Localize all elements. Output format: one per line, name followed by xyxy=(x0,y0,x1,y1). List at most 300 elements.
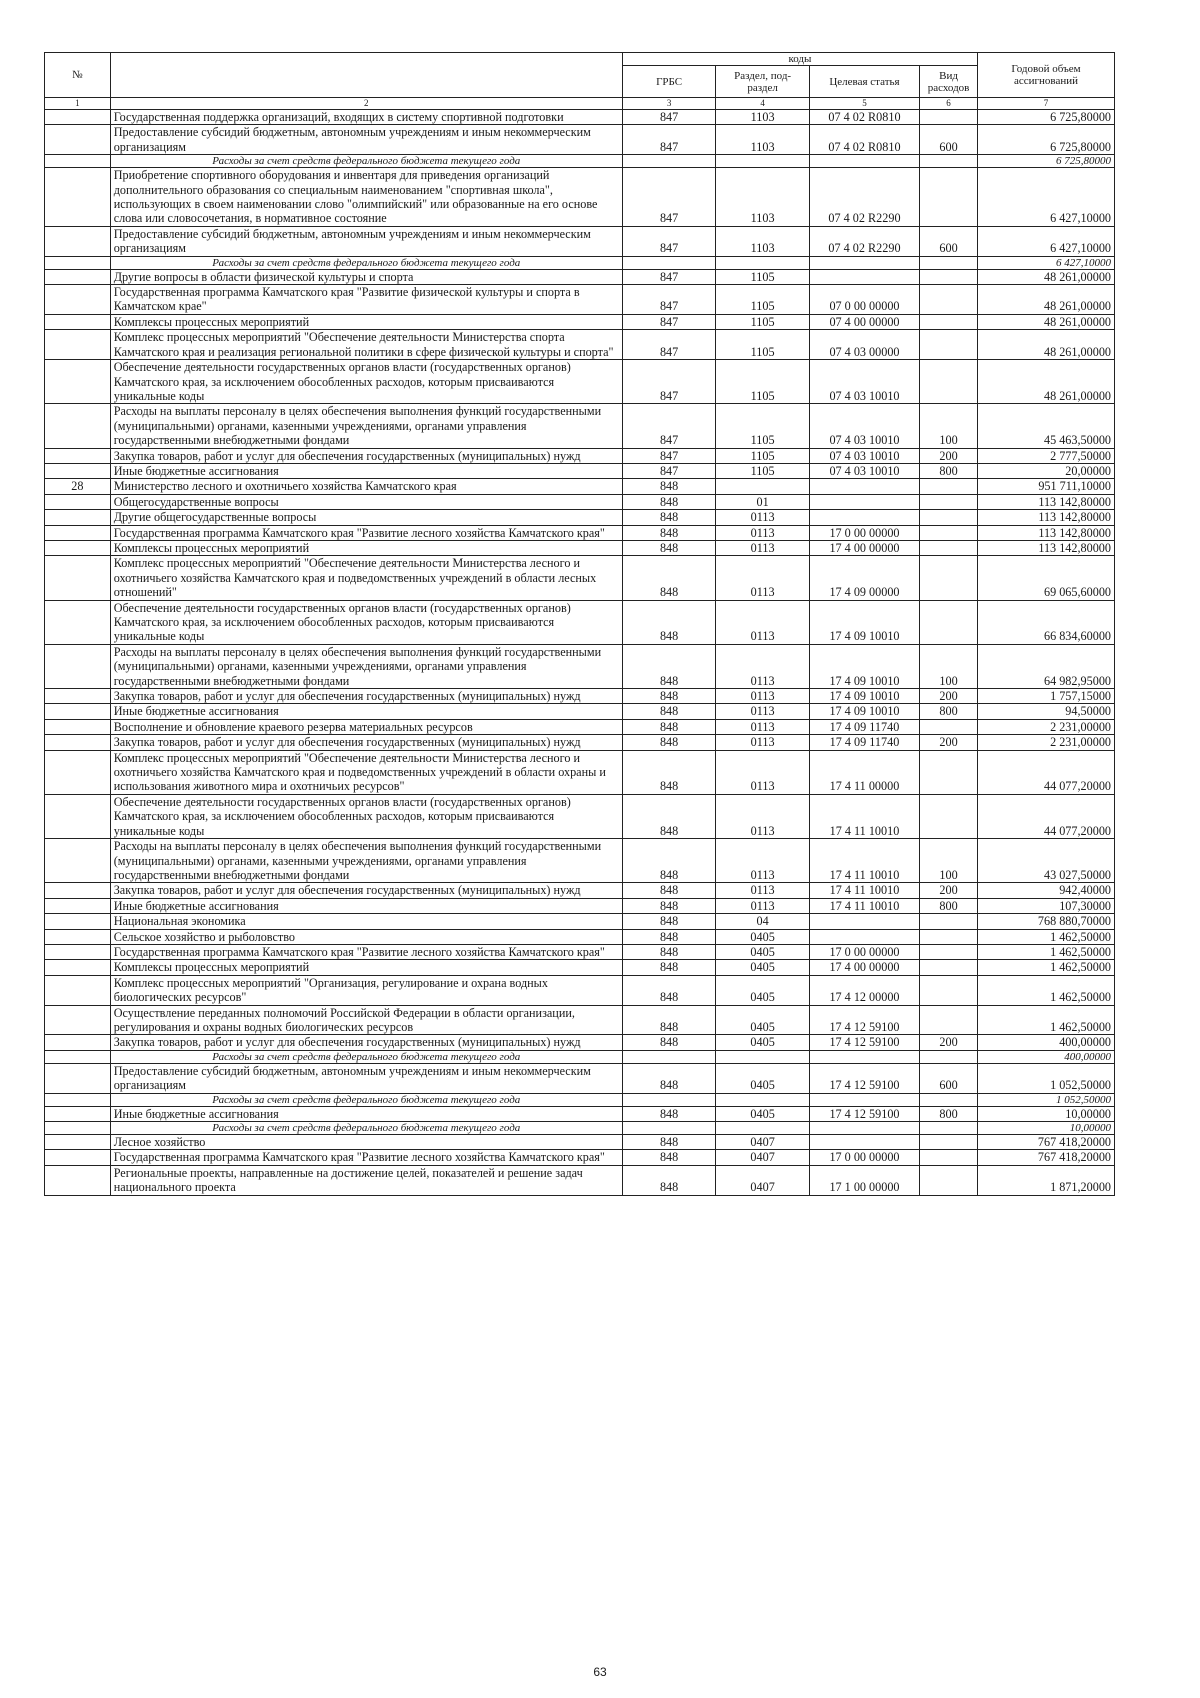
row-name: Расходы на выплаты персоналу в целях обеспечения выполнения функций государственными (муниципальными) органами, казенными учреждениями, органами управления государственными внебюджетными фондами xyxy=(110,839,622,883)
row-grbs: 848 xyxy=(622,1005,716,1035)
row-grbs: 847 xyxy=(622,168,716,227)
row-celevaya: 17 4 11 10010 xyxy=(809,898,919,913)
table-row xyxy=(45,600,1115,644)
row-vid: 100 xyxy=(920,839,978,883)
row-name: Другие вопросы в области физической культуры и спорта xyxy=(110,269,622,284)
row-name: Закупка товаров, работ и услуг для обеспечения государственных (муниципальных) нужд xyxy=(110,883,622,898)
table-row xyxy=(45,719,1115,734)
row-name: Приобретение спортивного оборудования и инвентаря для приведения организаций дополнительного образования со специальным наименованием "спортивная школа", использующих в своем наименовании слово "олимпийский" или образованные на его основе слова или словосочетания, в нормативное состояние xyxy=(110,168,622,227)
row-grbs: 847 xyxy=(622,330,716,360)
table-row xyxy=(45,525,1115,540)
row-vid xyxy=(920,525,978,540)
row-sum: 48 261,00000 xyxy=(978,314,1115,329)
header-grbs: ГРБС xyxy=(622,66,716,98)
row-grbs: 848 xyxy=(622,494,716,509)
row-sum: 10,00000 xyxy=(978,1106,1115,1121)
row-vid: 100 xyxy=(920,404,978,448)
col-number: 3 xyxy=(622,98,716,110)
row-vid: 200 xyxy=(920,689,978,704)
row-grbs: 847 xyxy=(622,269,716,284)
row-celevaya xyxy=(809,914,919,929)
row-celevaya: 17 4 09 10010 xyxy=(809,644,919,688)
row-celevaya: 17 4 12 59100 xyxy=(809,1005,919,1035)
row-number xyxy=(45,1063,111,1093)
row-razdel: 0405 xyxy=(716,960,810,975)
row-vid xyxy=(920,256,978,269)
row-grbs: 848 xyxy=(622,556,716,600)
row-sum: 2 231,00000 xyxy=(978,735,1115,750)
row-name: Расходы за счет средств федерального бюджета текущего года xyxy=(110,256,622,269)
row-number xyxy=(45,540,111,555)
row-sum: 113 142,80000 xyxy=(978,525,1115,540)
row-sum: 6 427,10000 xyxy=(978,226,1115,256)
row-razdel: 0113 xyxy=(716,600,810,644)
header-obem: Годовой объем ассигнований xyxy=(978,53,1115,98)
table-row-note xyxy=(45,256,1115,269)
row-razdel: 0113 xyxy=(716,689,810,704)
row-sum: 6 725,80000 xyxy=(978,110,1115,125)
row-vid xyxy=(920,330,978,360)
table-row xyxy=(45,404,1115,448)
row-sum: 942,40000 xyxy=(978,883,1115,898)
row-number xyxy=(45,735,111,750)
row-grbs xyxy=(622,1122,716,1135)
row-grbs: 848 xyxy=(622,929,716,944)
row-number xyxy=(45,448,111,463)
row-razdel xyxy=(716,1093,810,1106)
row-grbs: 848 xyxy=(622,704,716,719)
row-vid xyxy=(920,479,978,494)
table-row xyxy=(45,479,1115,494)
table-row xyxy=(45,1063,1115,1093)
row-number xyxy=(45,1106,111,1121)
row-number xyxy=(45,1005,111,1035)
row-vid xyxy=(920,600,978,644)
row-celevaya: 17 4 11 10010 xyxy=(809,794,919,838)
row-razdel: 0113 xyxy=(716,898,810,913)
row-name: Обеспечение деятельности государственных органов власти (государственных органов) Камчатского края, за исключением обособленных расходов, которым присваиваются уникальные коды xyxy=(110,794,622,838)
row-grbs: 848 xyxy=(622,1135,716,1150)
table-row xyxy=(45,750,1115,794)
row-razdel: 1103 xyxy=(716,168,810,227)
col-number: 4 xyxy=(716,98,810,110)
row-vid xyxy=(920,750,978,794)
row-grbs: 848 xyxy=(622,839,716,883)
table-row xyxy=(45,929,1115,944)
table-row xyxy=(45,839,1115,883)
row-number xyxy=(45,110,111,125)
row-number xyxy=(45,1165,111,1195)
row-razdel: 0113 xyxy=(716,883,810,898)
row-name: Восполнение и обновление краевого резерва материальных ресурсов xyxy=(110,719,622,734)
row-number xyxy=(45,269,111,284)
row-grbs: 847 xyxy=(622,360,716,404)
row-sum: 6 427,10000 xyxy=(978,168,1115,227)
row-razdel: 0407 xyxy=(716,1150,810,1165)
row-razdel xyxy=(716,1050,810,1063)
row-sum: 1 757,15000 xyxy=(978,689,1115,704)
row-number xyxy=(45,463,111,478)
row-grbs: 848 xyxy=(622,735,716,750)
row-number xyxy=(45,1150,111,1165)
row-vid xyxy=(920,1093,978,1106)
row-number xyxy=(45,689,111,704)
table-row xyxy=(45,285,1115,315)
table-row xyxy=(45,704,1115,719)
row-sum: 64 982,95000 xyxy=(978,644,1115,688)
table-row xyxy=(45,883,1115,898)
row-razdel: 1103 xyxy=(716,226,810,256)
row-razdel: 1105 xyxy=(716,360,810,404)
row-grbs: 848 xyxy=(622,479,716,494)
row-sum: 113 142,80000 xyxy=(978,510,1115,525)
row-sum: 400,00000 xyxy=(978,1050,1115,1063)
row-razdel: 0113 xyxy=(716,719,810,734)
table-row xyxy=(45,448,1115,463)
row-grbs: 848 xyxy=(622,644,716,688)
row-grbs: 847 xyxy=(622,314,716,329)
row-razdel: 0113 xyxy=(716,735,810,750)
row-name: Иные бюджетные ассигнования xyxy=(110,1106,622,1121)
row-name: Расходы за счет средств федерального бюджета текущего года xyxy=(110,1093,622,1106)
row-grbs: 848 xyxy=(622,975,716,1005)
row-vid: 600 xyxy=(920,1063,978,1093)
row-celevaya: 17 4 00 00000 xyxy=(809,540,919,555)
row-grbs xyxy=(622,155,716,168)
row-vid xyxy=(920,975,978,1005)
row-vid xyxy=(920,1122,978,1135)
row-grbs: 848 xyxy=(622,898,716,913)
row-sum: 2 231,00000 xyxy=(978,719,1115,734)
row-celevaya: 07 4 02 R0810 xyxy=(809,110,919,125)
row-razdel: 0405 xyxy=(716,929,810,944)
row-number xyxy=(45,360,111,404)
row-razdel: 1105 xyxy=(716,330,810,360)
row-number xyxy=(45,314,111,329)
row-name: Сельское хозяйство и рыболовство xyxy=(110,929,622,944)
row-sum: 951 711,10000 xyxy=(978,479,1115,494)
row-razdel: 0113 xyxy=(716,644,810,688)
row-vid xyxy=(920,1165,978,1195)
row-celevaya: 17 4 12 00000 xyxy=(809,975,919,1005)
table-row xyxy=(45,360,1115,404)
row-grbs: 848 xyxy=(622,944,716,959)
row-grbs: 847 xyxy=(622,448,716,463)
row-grbs: 848 xyxy=(622,794,716,838)
row-celevaya: 17 4 12 59100 xyxy=(809,1035,919,1050)
row-vid xyxy=(920,794,978,838)
row-sum: 48 261,00000 xyxy=(978,285,1115,315)
row-number xyxy=(45,1050,111,1063)
row-name: Государственная программа Камчатского края "Развитие лесного хозяйства Камчатского края" xyxy=(110,1150,622,1165)
row-vid xyxy=(920,719,978,734)
row-vid: 800 xyxy=(920,704,978,719)
row-number xyxy=(45,525,111,540)
row-sum: 48 261,00000 xyxy=(978,269,1115,284)
table-row xyxy=(45,975,1115,1005)
row-number xyxy=(45,1093,111,1106)
row-razdel: 1105 xyxy=(716,314,810,329)
row-razdel: 0407 xyxy=(716,1165,810,1195)
row-razdel: 0405 xyxy=(716,944,810,959)
col-number: 5 xyxy=(809,98,919,110)
row-sum: 767 418,20000 xyxy=(978,1150,1115,1165)
row-number xyxy=(45,1035,111,1050)
row-number xyxy=(45,285,111,315)
table-row-note xyxy=(45,1093,1115,1106)
table-row xyxy=(45,944,1115,959)
table-row xyxy=(45,125,1115,155)
row-celevaya: 17 4 12 59100 xyxy=(809,1106,919,1121)
row-name: Комплекс процессных мероприятий "Обеспечение деятельности Министерства спорта Камчатского края и реализация региональной политики в сфере физической культуры и спорта" xyxy=(110,330,622,360)
row-number xyxy=(45,1122,111,1135)
row-name: Закупка товаров, работ и услуг для обеспечения государственных (муниципальных) нужд xyxy=(110,1035,622,1050)
table-row xyxy=(45,314,1115,329)
row-razdel: 0407 xyxy=(716,1135,810,1150)
row-number xyxy=(45,644,111,688)
row-vid: 600 xyxy=(920,226,978,256)
row-vid: 100 xyxy=(920,644,978,688)
row-name: Предоставление субсидий бюджетным, автономным учреждениям и иным некоммерческим организациям xyxy=(110,125,622,155)
row-vid: 200 xyxy=(920,1035,978,1050)
row-grbs: 848 xyxy=(622,1035,716,1050)
row-razdel: 04 xyxy=(716,914,810,929)
row-celevaya xyxy=(809,1093,919,1106)
row-razdel: 0113 xyxy=(716,839,810,883)
row-vid: 200 xyxy=(920,448,978,463)
row-name: Обеспечение деятельности государственных органов власти (государственных органов) Камчатского края, за исключением обособленных расходов, которым присваиваются уникальные коды xyxy=(110,600,622,644)
row-number xyxy=(45,494,111,509)
row-razdel: 0405 xyxy=(716,1005,810,1035)
row-celevaya: 07 4 03 00000 xyxy=(809,330,919,360)
row-grbs: 848 xyxy=(622,883,716,898)
table-row xyxy=(45,914,1115,929)
table-row xyxy=(45,110,1115,125)
row-vid xyxy=(920,1050,978,1063)
row-number xyxy=(45,883,111,898)
row-name: Комплекс процессных мероприятий "Обеспечение деятельности Министерства лесного и охотничьего хозяйства Камчатского края и подведомственных учреждений в области лесных отношений" xyxy=(110,556,622,600)
row-celevaya: 17 0 00 00000 xyxy=(809,525,919,540)
row-number xyxy=(45,898,111,913)
budget-table xyxy=(44,52,1115,1196)
row-name: Министерство лесного и охотничьего хозяйства Камчатского края xyxy=(110,479,622,494)
row-celevaya: 07 4 02 R0810 xyxy=(809,125,919,155)
table-row xyxy=(45,960,1115,975)
row-razdel: 0113 xyxy=(716,556,810,600)
row-sum: 1 462,50000 xyxy=(978,960,1115,975)
row-name: Осуществление переданных полномочий Российской Федерации в области организации, регулирования и охраны водных биологических ресурсов xyxy=(110,1005,622,1035)
row-name: Общегосударственные вопросы xyxy=(110,494,622,509)
row-grbs: 847 xyxy=(622,226,716,256)
row-celevaya: 07 4 00 00000 xyxy=(809,314,919,329)
row-celevaya xyxy=(809,1122,919,1135)
row-name: Закупка товаров, работ и услуг для обеспечения государственных (муниципальных) нужд xyxy=(110,689,622,704)
row-vid xyxy=(920,285,978,315)
table-row xyxy=(45,1005,1115,1035)
row-sum: 1 052,50000 xyxy=(978,1063,1115,1093)
table-row xyxy=(45,794,1115,838)
row-celevaya: 17 1 00 00000 xyxy=(809,1165,919,1195)
row-grbs xyxy=(622,1050,716,1063)
row-name: Комплексы процессных мероприятий xyxy=(110,960,622,975)
row-razdel: 1103 xyxy=(716,125,810,155)
col-number: 7 xyxy=(978,98,1115,110)
table-row xyxy=(45,540,1115,555)
table-row xyxy=(45,1135,1115,1150)
header-kody: коды xyxy=(622,53,977,66)
row-vid xyxy=(920,269,978,284)
table-row xyxy=(45,1150,1115,1165)
row-number xyxy=(45,600,111,644)
row-celevaya: 17 4 09 10010 xyxy=(809,704,919,719)
row-sum: 107,30000 xyxy=(978,898,1115,913)
row-name: Расходы за счет средств федерального бюджета текущего года xyxy=(110,1122,622,1135)
row-vid: 800 xyxy=(920,463,978,478)
table-row xyxy=(45,1035,1115,1050)
table-row-note xyxy=(45,155,1115,168)
table-row xyxy=(45,269,1115,284)
row-vid xyxy=(920,960,978,975)
table-row xyxy=(45,494,1115,509)
row-number xyxy=(45,960,111,975)
table-row xyxy=(45,463,1115,478)
row-number xyxy=(45,929,111,944)
row-vid xyxy=(920,314,978,329)
row-name: Комплексы процессных мероприятий xyxy=(110,314,622,329)
row-grbs: 848 xyxy=(622,1063,716,1093)
row-razdel: 0113 xyxy=(716,794,810,838)
table-row xyxy=(45,644,1115,688)
row-vid: 800 xyxy=(920,898,978,913)
row-name: Расходы за счет средств федерального бюджета текущего года xyxy=(110,155,622,168)
row-razdel: 0113 xyxy=(716,510,810,525)
row-name: Лесное хозяйство xyxy=(110,1135,622,1150)
table-row xyxy=(45,168,1115,227)
table-row xyxy=(45,556,1115,600)
row-number xyxy=(45,944,111,959)
row-grbs: 848 xyxy=(622,750,716,794)
header-razdel: Раздел, под-раздел xyxy=(716,66,810,98)
row-grbs: 848 xyxy=(622,719,716,734)
row-grbs: 847 xyxy=(622,285,716,315)
row-celevaya: 17 0 00 00000 xyxy=(809,1150,919,1165)
row-vid xyxy=(920,944,978,959)
row-name: Иные бюджетные ассигнования xyxy=(110,463,622,478)
row-sum: 400,00000 xyxy=(978,1035,1115,1050)
row-number xyxy=(45,719,111,734)
row-grbs: 848 xyxy=(622,914,716,929)
row-grbs: 848 xyxy=(622,540,716,555)
row-vid: 800 xyxy=(920,1106,978,1121)
row-celevaya: 07 4 02 R2290 xyxy=(809,168,919,227)
row-vid: 200 xyxy=(920,735,978,750)
row-vid xyxy=(920,110,978,125)
table-row-note xyxy=(45,1050,1115,1063)
row-razdel: 0405 xyxy=(716,1106,810,1121)
row-number xyxy=(45,975,111,1005)
row-number xyxy=(45,839,111,883)
row-sum: 2 777,50000 xyxy=(978,448,1115,463)
row-grbs: 848 xyxy=(622,510,716,525)
row-celevaya: 17 4 11 10010 xyxy=(809,883,919,898)
row-name: Государственная программа Камчатского края "Развитие лесного хозяйства Камчатского края" xyxy=(110,944,622,959)
row-number xyxy=(45,914,111,929)
row-celevaya: 07 4 03 10010 xyxy=(809,360,919,404)
row-grbs: 847 xyxy=(622,110,716,125)
row-sum: 768 880,70000 xyxy=(978,914,1115,929)
row-grbs: 847 xyxy=(622,463,716,478)
table-row xyxy=(45,1165,1115,1195)
row-name: Расходы на выплаты персоналу в целях обеспечения выполнения функций государственными (муниципальными) органами, казенными учреждениями, органами управления государственными внебюджетными фондами xyxy=(110,644,622,688)
row-number xyxy=(45,155,111,168)
row-vid xyxy=(920,168,978,227)
row-razdel: 1105 xyxy=(716,463,810,478)
row-sum: 94,50000 xyxy=(978,704,1115,719)
row-grbs xyxy=(622,1093,716,1106)
table-row xyxy=(45,226,1115,256)
row-name: Национальная экономика xyxy=(110,914,622,929)
row-sum: 44 077,20000 xyxy=(978,794,1115,838)
row-sum: 10,00000 xyxy=(978,1122,1115,1135)
row-vid: 200 xyxy=(920,883,978,898)
row-vid: 600 xyxy=(920,125,978,155)
row-name: Комплексы процессных мероприятий xyxy=(110,540,622,555)
row-sum: 45 463,50000 xyxy=(978,404,1115,448)
row-sum: 1 462,50000 xyxy=(978,975,1115,1005)
table-row-note xyxy=(45,1122,1115,1135)
row-celevaya: 07 0 00 00000 xyxy=(809,285,919,315)
row-razdel: 0113 xyxy=(716,704,810,719)
row-name: Иные бюджетные ассигнования xyxy=(110,898,622,913)
col-number: 1 xyxy=(45,98,111,110)
row-celevaya: 07 4 02 R2290 xyxy=(809,226,919,256)
row-sum: 48 261,00000 xyxy=(978,330,1115,360)
row-name: Государственная программа Камчатского края "Развитие физической культуры и спорта в Камчатском крае" xyxy=(110,285,622,315)
row-celevaya xyxy=(809,155,919,168)
row-razdel xyxy=(716,256,810,269)
row-vid xyxy=(920,1135,978,1150)
row-number xyxy=(45,330,111,360)
row-number xyxy=(45,794,111,838)
row-razdel: 01 xyxy=(716,494,810,509)
row-number xyxy=(45,168,111,227)
row-celevaya: 07 4 03 10010 xyxy=(809,404,919,448)
header-name xyxy=(110,53,622,98)
header-vid: Вид расходов xyxy=(920,66,978,98)
row-name: Закупка товаров, работ и услуг для обеспечения государственных (муниципальных) нужд xyxy=(110,735,622,750)
row-vid xyxy=(920,1005,978,1035)
row-celevaya: 17 0 00 00000 xyxy=(809,944,919,959)
row-celevaya: 17 4 09 11740 xyxy=(809,735,919,750)
row-name: Предоставление субсидий бюджетным, автономным учреждениям и иным некоммерческим организациям xyxy=(110,1063,622,1093)
row-sum: 1 462,50000 xyxy=(978,1005,1115,1035)
row-number xyxy=(45,256,111,269)
row-grbs: 848 xyxy=(622,960,716,975)
row-celevaya xyxy=(809,1050,919,1063)
row-sum: 1 871,20000 xyxy=(978,1165,1115,1195)
row-number xyxy=(45,750,111,794)
row-celevaya: 17 4 11 10010 xyxy=(809,839,919,883)
row-grbs: 848 xyxy=(622,1150,716,1165)
row-sum: 69 065,60000 xyxy=(978,556,1115,600)
row-vid xyxy=(920,556,978,600)
col-number: 2 xyxy=(110,98,622,110)
row-vid xyxy=(920,360,978,404)
row-vid xyxy=(920,540,978,555)
row-name: Государственная поддержка организаций, входящих в систему спортивной подготовки xyxy=(110,110,622,125)
row-razdel: 0405 xyxy=(716,1063,810,1093)
row-celevaya xyxy=(809,929,919,944)
